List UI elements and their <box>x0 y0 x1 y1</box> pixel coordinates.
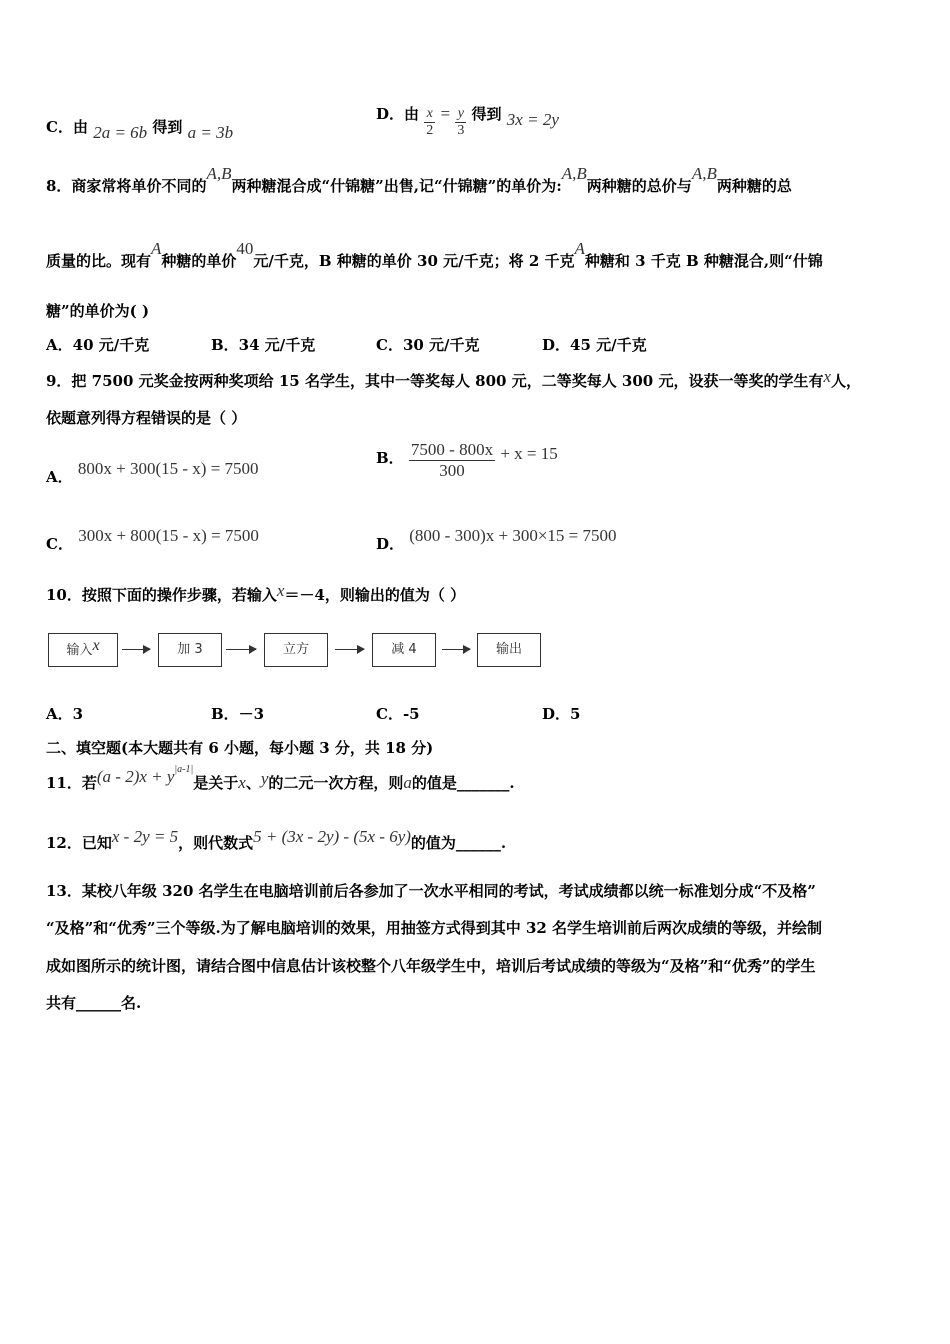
q13-line1: 13．某校八年级 320 名学生在电脑培训前后各参加了一次水平相同的考试，考试成绩都以统一标准划分成“不及格” <box>46 882 816 900</box>
q11-a: a <box>403 773 412 792</box>
q9-a-eq: 800x + 300(15 - x) = 7500 <box>77 459 259 478</box>
flow-step-subtract: 减 4 <box>372 633 436 667</box>
q9-line2: 依题意列得方程错误的是（ ） <box>46 409 247 427</box>
flow-output-box: 输出 <box>477 633 541 667</box>
q9-b-frac <box>409 440 495 481</box>
q11-text: 的二元一次方程，则 <box>268 774 404 792</box>
frac-num: x <box>424 106 435 123</box>
frac-num: y <box>455 106 466 123</box>
q11-text: 是关于 <box>193 774 239 792</box>
q9-c-eq: 300x + 800(15 - x) = 7500 <box>78 526 259 545</box>
q13-line3: 成如图所示的统计图，请结合图中信息估计该校整个八年级学生中，培训后考试成绩的等级为“及格”和“优秀”的学生 <box>46 957 816 975</box>
q8-text: 两种糖的总 <box>716 177 792 195</box>
flow-step-cube: 立方 <box>264 633 328 667</box>
q10-option-a: A．3 <box>46 705 84 723</box>
q7-d-mid: 得到 <box>471 104 502 123</box>
flow-arrow <box>442 649 470 650</box>
q8-line3: 糖”的单价为( ) <box>46 302 150 320</box>
q7-option-d <box>376 103 559 139</box>
q12-eq: x - 2y = 5 <box>111 827 179 846</box>
q9-option-b <box>376 440 558 481</box>
q12-text: ，则代数式 <box>178 834 254 852</box>
q10-text: 10．按照下面的操作步骤，若输入 <box>46 586 277 604</box>
q9-text: 9．把 7500 元奖金按两种奖项给 15 名学生，其中一等奖每人 800 元，二等奖每人 300 元，设获一等奖的学生有 <box>46 372 824 390</box>
q8-option-b: B．34 元/千克 <box>211 336 316 354</box>
q11-expr: (a - 2)x + y <box>96 767 175 786</box>
q9-b-rest: + x = 15 <box>500 443 558 463</box>
q9-d-eq: (800 - 300)x + 300×15 = 7500 <box>409 526 617 545</box>
q9-text: 人， <box>831 372 862 390</box>
q7-d-eq: = <box>440 103 451 123</box>
q12-expr: 5 + (3x - 2y) - (5x - 6y) <box>253 827 411 846</box>
q9-option-c <box>46 525 259 553</box>
frac-num: 7500 - 800x <box>410 440 494 459</box>
q11-y: y <box>260 769 269 788</box>
q8-option-c: C．30 元/千克 <box>376 336 480 354</box>
q7-c-eq2: a = 3b <box>187 123 234 142</box>
flow-arrow <box>226 649 256 650</box>
q11-text: 、 <box>245 774 261 792</box>
q11-text: 的值是_______. <box>411 774 515 792</box>
frac-den: 300 <box>439 461 465 480</box>
q9-d-label: D． <box>376 535 405 553</box>
flow-input-x: x <box>92 637 100 654</box>
q8-option-a: A．40 元/千克 <box>46 336 150 354</box>
q9-line1 <box>46 367 862 391</box>
q8-price: 40 <box>236 239 254 258</box>
q8-text: 元/千克，B 种糖的单价 30 元/千克；将 2 千克 <box>253 252 575 270</box>
q11-exponent: |a-1| <box>174 764 194 775</box>
q8-a: A <box>574 239 585 258</box>
q7-c-eq1: 2a = 6b <box>93 123 148 142</box>
flow-input-label: 输入 <box>66 643 93 658</box>
q13-line4: 共有______名. <box>46 994 142 1012</box>
q7-d-eq2: 3x = 2y <box>506 109 559 129</box>
q11-text: 11．若 <box>46 774 97 792</box>
q9-x: x <box>823 367 832 386</box>
q8-text: 两种糖的总价与 <box>586 177 692 195</box>
q9-b-label: B． <box>376 448 404 467</box>
q10-option-c: C．-5 <box>376 705 420 723</box>
q8-line1 <box>46 164 792 196</box>
q7-c-label: C．由 <box>46 118 88 136</box>
q8-ab: A,B <box>206 164 232 183</box>
q8-line2 <box>46 239 823 271</box>
q7-option-c <box>46 116 234 142</box>
section-heading: 二、填空题(本大题共有 6 小题，每小题 3 分，共 18 分) <box>46 739 434 757</box>
q12-text: 的值为______. <box>410 834 507 852</box>
q12-text: 12．已知 <box>46 834 112 852</box>
frac-den: 3 <box>457 123 465 138</box>
q10-x: x <box>276 581 285 600</box>
frac-den: 2 <box>426 123 434 138</box>
q9-c-label: C． <box>46 535 73 553</box>
q8-text: 种糖的单价 <box>161 252 237 270</box>
q10-text: ＝－4，则输出的值为（ ） <box>284 586 466 604</box>
q8-text: 8．商家常将单价不同的 <box>46 177 207 195</box>
q8-ab: A,B <box>691 164 717 183</box>
q10-option-d: D．5 <box>542 705 581 723</box>
q7-d-frac1 <box>424 106 435 139</box>
q10-option-b: B．－3 <box>211 705 265 723</box>
q11-line <box>46 764 515 793</box>
q8-text: 两种糖混合成“什锦糖”出售,记“什锦糖”的单价为: <box>231 177 562 195</box>
q10-line1 <box>46 581 466 605</box>
q8-ab: A,B <box>561 164 587 183</box>
flow-arrow <box>335 649 364 650</box>
q7-d-label: D．由 <box>376 104 420 123</box>
flow-step-add: 加 3 <box>158 633 222 667</box>
q12-line <box>46 827 507 853</box>
flow-arrow <box>122 649 150 650</box>
flow-input-box <box>48 633 118 667</box>
q7-c-mid: 得到 <box>152 118 183 136</box>
q8-text: 质量的比。现有 <box>46 252 152 270</box>
q11-x: x <box>238 773 246 792</box>
q9-option-a <box>46 458 259 486</box>
q8-a: A <box>151 239 162 258</box>
q8-text: 种糖和 3 千克 B 种糖混合,则“什锦 <box>584 252 823 270</box>
q8-option-d: D．45 元/千克 <box>542 336 647 354</box>
q9-a-label: A． <box>46 468 73 486</box>
q13-line2: “及格”和“优秀”三个等级.为了解电脑培训的效果，用抽签方式得到其中 32 名学生培训前后两次成绩的等级，并绘制 <box>46 919 823 937</box>
q7-d-frac2 <box>455 106 466 139</box>
q9-option-d <box>376 525 617 553</box>
